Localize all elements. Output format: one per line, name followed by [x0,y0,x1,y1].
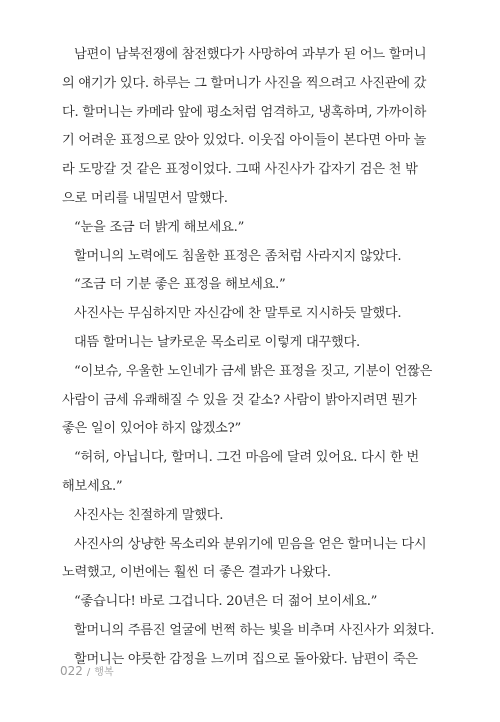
page-body [62,41,442,675]
text-line: 할머니의 주름진 얼굴에 번쩍 하는 빛을 비추며 사진사가 외쳤다. [74,622,435,638]
running-title: 행복 [94,667,114,678]
dialogue-line: “이보슈, 우울한 노인네가 금세 밝은 표정을 짓고, 기분이 언짢은 [74,363,433,379]
page-number: 022 [60,664,83,678]
dialogue-line: 해보세요.” [62,478,123,494]
text-line: 사진사는 친절하게 말했다. [74,507,224,523]
text-line: 남편이 남북전쟁에 참전했다가 사망하여 과부가 된 어느 할머니 [74,47,427,62]
text-line: 할머니는 야릇한 감정을 느끼며 집으로 돌아왔다. 남편이 죽은 [74,651,418,667]
text-line: 기 어려운 표정으로 앉아 있었다. 이웃집 아이들이 본다면 아마 놀 [62,133,427,149]
text-line: 사진사의 상냥한 목소리와 분위기에 믿음을 얻은 할머니는 다시 [74,536,427,552]
text-line: 할머니의 노력에도 침울한 표정은 좀처럼 사라지지 않았다. [74,248,402,264]
text-line: 다. 할머니는 카메라 앞에 평소처럼 엄격하고, 냉혹하며, 가까이하 [62,104,427,120]
dialogue-line: 좋은 일이 있어야 하지 않겠소?” [62,421,241,437]
dialogue-line: “눈을 조금 더 밝게 해보세요.” [74,219,245,235]
text-line: 노력했고, 이번에는 훨씬 더 좋은 결과가 나왔다. [62,565,331,581]
dialogue-line: “조금 더 기분 좋은 표정을 해보세요.” [74,277,286,293]
text-line: 사진사는 무심하지만 자신감에 찬 말투로 지시하듯 말했다. [74,306,402,322]
text-line: 으로 머리를 내밀면서 말했다. [62,190,228,206]
text-line: 의 얘기가 있다. 하루는 그 할머니가 사진을 찍으려고 사진관에 갔 [62,75,427,91]
footer-separator: / [86,667,91,678]
text-line: 대뜸 할머니는 날카로운 목소리로 이렇게 대꾸했다. [74,334,360,350]
dialogue-line: “허허, 아닙니다, 할머니. 그건 마음에 달려 있어요. 다시 한 번 [74,450,419,466]
page-footer [60,663,114,678]
text-line: 라 도망갈 것 같은 표정이었다. 그때 사진사가 갑자기 검은 천 밖 [62,162,418,178]
dialogue-line: 사람이 금세 유쾌해질 수 있을 것 같소? 사람이 밝아지려면 뭔가 [62,392,417,408]
dialogue-line: “좋습니다! 바로 그겁니다. 20년은 더 젊어 보이세요.” [74,594,378,610]
